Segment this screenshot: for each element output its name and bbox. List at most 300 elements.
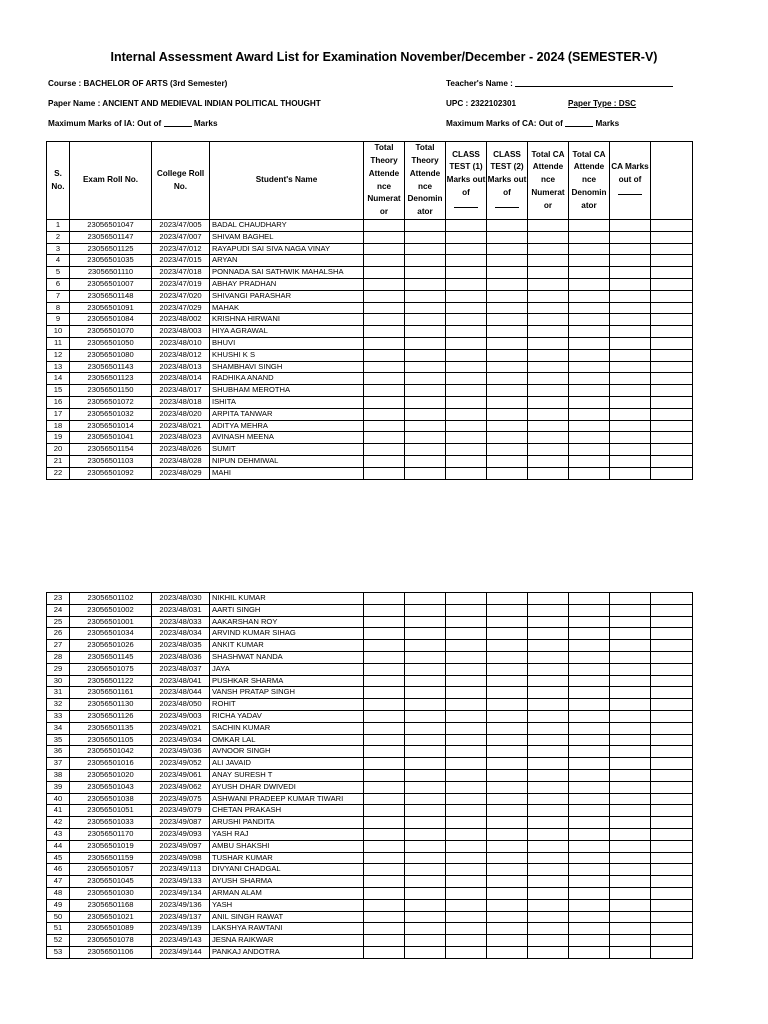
marks-entry-cell[interactable] (487, 267, 528, 279)
marks-entry-cell[interactable] (528, 420, 569, 432)
marks-entry-cell[interactable] (405, 852, 446, 864)
marks-entry-cell[interactable] (446, 852, 487, 864)
marks-entry-cell[interactable] (528, 663, 569, 675)
marks-entry-cell[interactable] (610, 876, 651, 888)
marks-entry-cell[interactable] (364, 314, 405, 326)
marks-entry-cell[interactable] (405, 828, 446, 840)
marks-entry-cell[interactable] (487, 231, 528, 243)
marks-entry-cell[interactable] (405, 361, 446, 373)
marks-entry-cell[interactable] (610, 314, 651, 326)
marks-entry-cell[interactable] (569, 687, 610, 699)
marks-entry-cell[interactable] (651, 396, 693, 408)
marks-entry-cell[interactable] (405, 758, 446, 770)
marks-entry-cell[interactable] (651, 852, 693, 864)
marks-entry-cell[interactable] (651, 911, 693, 923)
marks-entry-cell[interactable] (610, 302, 651, 314)
marks-entry-cell[interactable] (446, 255, 487, 267)
marks-entry-cell[interactable] (405, 385, 446, 397)
marks-entry-cell[interactable] (651, 864, 693, 876)
marks-entry-cell[interactable] (528, 923, 569, 935)
marks-entry-cell[interactable] (487, 828, 528, 840)
marks-entry-cell[interactable] (364, 935, 405, 947)
marks-entry-cell[interactable] (528, 935, 569, 947)
marks-entry-cell[interactable] (487, 746, 528, 758)
marks-entry-cell[interactable] (569, 758, 610, 770)
marks-entry-cell[interactable] (651, 604, 693, 616)
marks-entry-cell[interactable] (446, 593, 487, 605)
marks-entry-cell[interactable] (446, 455, 487, 467)
marks-entry-cell[interactable] (446, 793, 487, 805)
marks-entry-cell[interactable] (487, 432, 528, 444)
marks-entry-cell[interactable] (528, 290, 569, 302)
marks-entry-cell[interactable] (651, 267, 693, 279)
marks-entry-cell[interactable] (651, 243, 693, 255)
marks-entry-cell[interactable] (569, 805, 610, 817)
marks-entry-cell[interactable] (610, 793, 651, 805)
marks-entry-cell[interactable] (528, 864, 569, 876)
marks-entry-cell[interactable] (528, 651, 569, 663)
marks-entry-cell[interactable] (610, 361, 651, 373)
marks-entry-cell[interactable] (446, 314, 487, 326)
marks-entry-cell[interactable] (487, 675, 528, 687)
marks-entry-cell[interactable] (364, 231, 405, 243)
marks-entry-cell[interactable] (405, 663, 446, 675)
marks-entry-cell[interactable] (569, 840, 610, 852)
marks-entry-cell[interactable] (569, 455, 610, 467)
marks-entry-cell[interactable] (651, 314, 693, 326)
marks-entry-cell[interactable] (651, 946, 693, 958)
marks-entry-cell[interactable] (487, 699, 528, 711)
marks-entry-cell[interactable] (364, 432, 405, 444)
marks-entry-cell[interactable] (610, 923, 651, 935)
marks-entry-cell[interactable] (487, 734, 528, 746)
marks-entry-cell[interactable] (610, 408, 651, 420)
marks-entry-cell[interactable] (364, 604, 405, 616)
marks-entry-cell[interactable] (528, 396, 569, 408)
marks-entry-cell[interactable] (487, 337, 528, 349)
marks-entry-cell[interactable] (528, 805, 569, 817)
marks-entry-cell[interactable] (487, 651, 528, 663)
marks-entry-cell[interactable] (487, 769, 528, 781)
marks-entry-cell[interactable] (364, 290, 405, 302)
marks-entry-cell[interactable] (487, 758, 528, 770)
marks-entry-cell[interactable] (487, 349, 528, 361)
marks-entry-cell[interactable] (405, 722, 446, 734)
marks-entry-cell[interactable] (528, 604, 569, 616)
marks-entry-cell[interactable] (446, 290, 487, 302)
marks-entry-cell[interactable] (528, 231, 569, 243)
marks-entry-cell[interactable] (364, 911, 405, 923)
marks-entry-cell[interactable] (569, 243, 610, 255)
marks-entry-cell[interactable] (405, 734, 446, 746)
marks-entry-cell[interactable] (405, 593, 446, 605)
marks-entry-cell[interactable] (610, 699, 651, 711)
marks-entry-cell[interactable] (569, 663, 610, 675)
marks-entry-cell[interactable] (610, 337, 651, 349)
marks-entry-cell[interactable] (487, 302, 528, 314)
marks-entry-cell[interactable] (405, 805, 446, 817)
marks-entry-cell[interactable] (487, 899, 528, 911)
marks-entry-cell[interactable] (405, 876, 446, 888)
marks-entry-cell[interactable] (610, 373, 651, 385)
marks-entry-cell[interactable] (610, 290, 651, 302)
marks-entry-cell[interactable] (651, 231, 693, 243)
marks-entry-cell[interactable] (528, 220, 569, 232)
marks-entry-cell[interactable] (569, 255, 610, 267)
marks-entry-cell[interactable] (610, 864, 651, 876)
marks-entry-cell[interactable] (446, 710, 487, 722)
marks-entry-cell[interactable] (364, 616, 405, 628)
marks-entry-cell[interactable] (446, 781, 487, 793)
marks-entry-cell[interactable] (446, 467, 487, 479)
marks-entry-cell[interactable] (610, 746, 651, 758)
marks-entry-cell[interactable] (528, 616, 569, 628)
marks-entry-cell[interactable] (446, 267, 487, 279)
marks-entry-cell[interactable] (651, 290, 693, 302)
marks-entry-cell[interactable] (528, 455, 569, 467)
marks-entry-cell[interactable] (528, 687, 569, 699)
marks-entry-cell[interactable] (405, 781, 446, 793)
marks-entry-cell[interactable] (446, 817, 487, 829)
marks-entry-cell[interactable] (528, 699, 569, 711)
marks-entry-cell[interactable] (364, 467, 405, 479)
marks-entry-cell[interactable] (610, 710, 651, 722)
marks-entry-cell[interactable] (364, 663, 405, 675)
marks-entry-cell[interactable] (651, 734, 693, 746)
marks-entry-cell[interactable] (405, 946, 446, 958)
marks-entry-cell[interactable] (528, 675, 569, 687)
marks-entry-cell[interactable] (651, 935, 693, 947)
marks-entry-cell[interactable] (364, 349, 405, 361)
marks-entry-cell[interactable] (651, 887, 693, 899)
marks-entry-cell[interactable] (651, 663, 693, 675)
marks-entry-cell[interactable] (405, 314, 446, 326)
marks-entry-cell[interactable] (446, 373, 487, 385)
marks-entry-cell[interactable] (569, 699, 610, 711)
marks-entry-cell[interactable] (651, 828, 693, 840)
marks-entry-cell[interactable] (528, 746, 569, 758)
marks-entry-cell[interactable] (651, 337, 693, 349)
marks-entry-cell[interactable] (569, 923, 610, 935)
marks-entry-cell[interactable] (446, 758, 487, 770)
marks-entry-cell[interactable] (364, 793, 405, 805)
marks-entry-cell[interactable] (528, 267, 569, 279)
marks-entry-cell[interactable] (569, 231, 610, 243)
marks-entry-cell[interactable] (405, 243, 446, 255)
marks-entry-cell[interactable] (610, 651, 651, 663)
marks-entry-cell[interactable] (405, 887, 446, 899)
marks-entry-cell[interactable] (487, 663, 528, 675)
marks-entry-cell[interactable] (364, 326, 405, 338)
marks-entry-cell[interactable] (487, 946, 528, 958)
marks-entry-cell[interactable] (651, 255, 693, 267)
marks-entry-cell[interactable] (487, 278, 528, 290)
marks-entry-cell[interactable] (364, 396, 405, 408)
marks-entry-cell[interactable] (569, 604, 610, 616)
marks-entry-cell[interactable] (610, 722, 651, 734)
marks-entry-cell[interactable] (610, 758, 651, 770)
marks-entry-cell[interactable] (651, 220, 693, 232)
marks-entry-cell[interactable] (405, 746, 446, 758)
marks-entry-cell[interactable] (446, 864, 487, 876)
marks-entry-cell[interactable] (651, 758, 693, 770)
marks-entry-cell[interactable] (364, 840, 405, 852)
marks-entry-cell[interactable] (569, 781, 610, 793)
marks-entry-cell[interactable] (405, 651, 446, 663)
marks-entry-cell[interactable] (651, 675, 693, 687)
marks-entry-cell[interactable] (569, 302, 610, 314)
marks-entry-cell[interactable] (610, 817, 651, 829)
marks-entry-cell[interactable] (364, 278, 405, 290)
marks-entry-cell[interactable] (610, 769, 651, 781)
marks-entry-cell[interactable] (651, 923, 693, 935)
marks-entry-cell[interactable] (405, 255, 446, 267)
marks-entry-cell[interactable] (528, 278, 569, 290)
marks-entry-cell[interactable] (610, 852, 651, 864)
marks-entry-cell[interactable] (364, 687, 405, 699)
marks-entry-cell[interactable] (446, 444, 487, 456)
marks-entry-cell[interactable] (446, 616, 487, 628)
marks-entry-cell[interactable] (446, 722, 487, 734)
marks-entry-cell[interactable] (364, 408, 405, 420)
marks-entry-cell[interactable] (364, 805, 405, 817)
marks-entry-cell[interactable] (610, 231, 651, 243)
marks-entry-cell[interactable] (610, 911, 651, 923)
marks-entry-cell[interactable] (487, 887, 528, 899)
marks-entry-cell[interactable] (446, 396, 487, 408)
marks-entry-cell[interactable] (446, 828, 487, 840)
marks-entry-cell[interactable] (364, 444, 405, 456)
marks-entry-cell[interactable] (569, 326, 610, 338)
marks-entry-cell[interactable] (446, 899, 487, 911)
marks-entry-cell[interactable] (528, 640, 569, 652)
marks-entry-cell[interactable] (487, 864, 528, 876)
marks-entry-cell[interactable] (446, 432, 487, 444)
marks-entry-cell[interactable] (651, 373, 693, 385)
marks-entry-cell[interactable] (610, 604, 651, 616)
marks-entry-cell[interactable] (528, 408, 569, 420)
marks-entry-cell[interactable] (487, 876, 528, 888)
marks-entry-cell[interactable] (487, 444, 528, 456)
marks-entry-cell[interactable] (364, 420, 405, 432)
marks-entry-cell[interactable] (405, 687, 446, 699)
marks-entry-cell[interactable] (651, 640, 693, 652)
marks-entry-cell[interactable] (569, 675, 610, 687)
marks-entry-cell[interactable] (610, 887, 651, 899)
marks-entry-cell[interactable] (528, 876, 569, 888)
marks-entry-cell[interactable] (487, 290, 528, 302)
marks-entry-cell[interactable] (487, 373, 528, 385)
marks-entry-cell[interactable] (528, 349, 569, 361)
marks-entry-cell[interactable] (528, 444, 569, 456)
marks-entry-cell[interactable] (446, 734, 487, 746)
marks-entry-cell[interactable] (405, 396, 446, 408)
marks-entry-cell[interactable] (487, 220, 528, 232)
marks-entry-cell[interactable] (528, 758, 569, 770)
marks-entry-cell[interactable] (364, 675, 405, 687)
marks-entry-cell[interactable] (405, 326, 446, 338)
marks-entry-cell[interactable] (487, 326, 528, 338)
marks-entry-cell[interactable] (528, 781, 569, 793)
marks-entry-cell[interactable] (569, 361, 610, 373)
marks-entry-cell[interactable] (569, 899, 610, 911)
marks-entry-cell[interactable] (569, 710, 610, 722)
marks-entry-cell[interactable] (569, 793, 610, 805)
marks-entry-cell[interactable] (610, 734, 651, 746)
marks-entry-cell[interactable] (651, 302, 693, 314)
marks-entry-cell[interactable] (569, 887, 610, 899)
marks-entry-cell[interactable] (405, 911, 446, 923)
marks-entry-cell[interactable] (528, 326, 569, 338)
marks-entry-cell[interactable] (528, 361, 569, 373)
marks-entry-cell[interactable] (487, 805, 528, 817)
marks-entry-cell[interactable] (446, 231, 487, 243)
marks-entry-cell[interactable] (610, 687, 651, 699)
marks-entry-cell[interactable] (405, 699, 446, 711)
marks-entry-cell[interactable] (528, 467, 569, 479)
marks-entry-cell[interactable] (569, 314, 610, 326)
marks-entry-cell[interactable] (610, 255, 651, 267)
marks-entry-cell[interactable] (610, 946, 651, 958)
marks-entry-cell[interactable] (610, 385, 651, 397)
marks-entry-cell[interactable] (651, 420, 693, 432)
marks-entry-cell[interactable] (364, 887, 405, 899)
marks-entry-cell[interactable] (405, 337, 446, 349)
marks-entry-cell[interactable] (405, 923, 446, 935)
marks-entry-cell[interactable] (446, 935, 487, 947)
marks-entry-cell[interactable] (569, 876, 610, 888)
marks-entry-cell[interactable] (405, 278, 446, 290)
marks-entry-cell[interactable] (528, 314, 569, 326)
marks-entry-cell[interactable] (528, 302, 569, 314)
marks-entry-cell[interactable] (405, 420, 446, 432)
marks-entry-cell[interactable] (569, 420, 610, 432)
marks-entry-cell[interactable] (446, 278, 487, 290)
marks-entry-cell[interactable] (528, 710, 569, 722)
marks-entry-cell[interactable] (487, 243, 528, 255)
marks-entry-cell[interactable] (528, 793, 569, 805)
marks-entry-cell[interactable] (651, 805, 693, 817)
marks-entry-cell[interactable] (610, 828, 651, 840)
marks-entry-cell[interactable] (651, 349, 693, 361)
marks-entry-cell[interactable] (487, 923, 528, 935)
marks-entry-cell[interactable] (610, 267, 651, 279)
marks-entry-cell[interactable] (405, 935, 446, 947)
marks-entry-cell[interactable] (446, 651, 487, 663)
marks-entry-cell[interactable] (651, 361, 693, 373)
marks-entry-cell[interactable] (405, 604, 446, 616)
marks-entry-cell[interactable] (651, 840, 693, 852)
marks-entry-cell[interactable] (446, 385, 487, 397)
marks-entry-cell[interactable] (610, 935, 651, 947)
marks-entry-cell[interactable] (610, 899, 651, 911)
marks-entry-cell[interactable] (487, 710, 528, 722)
marks-entry-cell[interactable] (487, 628, 528, 640)
marks-entry-cell[interactable] (610, 278, 651, 290)
marks-entry-cell[interactable] (610, 220, 651, 232)
marks-entry-cell[interactable] (528, 817, 569, 829)
marks-entry-cell[interactable] (610, 593, 651, 605)
marks-entry-cell[interactable] (487, 314, 528, 326)
marks-entry-cell[interactable] (364, 385, 405, 397)
marks-entry-cell[interactable] (446, 746, 487, 758)
marks-entry-cell[interactable] (446, 663, 487, 675)
marks-entry-cell[interactable] (364, 699, 405, 711)
marks-entry-cell[interactable] (364, 373, 405, 385)
marks-entry-cell[interactable] (569, 651, 610, 663)
marks-entry-cell[interactable] (487, 455, 528, 467)
marks-entry-cell[interactable] (487, 793, 528, 805)
marks-entry-cell[interactable] (651, 781, 693, 793)
marks-entry-cell[interactable] (446, 640, 487, 652)
marks-entry-cell[interactable] (610, 640, 651, 652)
marks-entry-cell[interactable] (405, 628, 446, 640)
marks-entry-cell[interactable] (528, 887, 569, 899)
marks-entry-cell[interactable] (405, 817, 446, 829)
marks-entry-cell[interactable] (364, 864, 405, 876)
marks-entry-cell[interactable] (651, 408, 693, 420)
marks-entry-cell[interactable] (651, 455, 693, 467)
marks-entry-cell[interactable] (528, 722, 569, 734)
marks-entry-cell[interactable] (569, 396, 610, 408)
marks-entry-cell[interactable] (446, 361, 487, 373)
marks-entry-cell[interactable] (364, 852, 405, 864)
marks-entry-cell[interactable] (364, 746, 405, 758)
marks-entry-cell[interactable] (610, 396, 651, 408)
marks-entry-cell[interactable] (364, 817, 405, 829)
marks-entry-cell[interactable] (405, 432, 446, 444)
marks-entry-cell[interactable] (487, 593, 528, 605)
marks-entry-cell[interactable] (651, 385, 693, 397)
marks-entry-cell[interactable] (405, 840, 446, 852)
marks-entry-cell[interactable] (364, 758, 405, 770)
marks-entry-cell[interactable] (405, 455, 446, 467)
marks-entry-cell[interactable] (405, 675, 446, 687)
marks-entry-cell[interactable] (487, 687, 528, 699)
marks-entry-cell[interactable] (610, 243, 651, 255)
marks-entry-cell[interactable] (528, 243, 569, 255)
marks-entry-cell[interactable] (528, 432, 569, 444)
marks-entry-cell[interactable] (528, 852, 569, 864)
marks-entry-cell[interactable] (446, 911, 487, 923)
marks-entry-cell[interactable] (446, 604, 487, 616)
marks-entry-cell[interactable] (569, 935, 610, 947)
marks-entry-cell[interactable] (364, 828, 405, 840)
marks-entry-cell[interactable] (405, 467, 446, 479)
marks-entry-cell[interactable] (569, 337, 610, 349)
marks-entry-cell[interactable] (405, 864, 446, 876)
marks-entry-cell[interactable] (651, 876, 693, 888)
marks-entry-cell[interactable] (446, 687, 487, 699)
marks-entry-cell[interactable] (528, 373, 569, 385)
marks-entry-cell[interactable] (405, 640, 446, 652)
marks-entry-cell[interactable] (528, 911, 569, 923)
marks-entry-cell[interactable] (569, 616, 610, 628)
marks-entry-cell[interactable] (569, 852, 610, 864)
marks-entry-cell[interactable] (569, 722, 610, 734)
marks-entry-cell[interactable] (446, 675, 487, 687)
marks-entry-cell[interactable] (364, 710, 405, 722)
marks-entry-cell[interactable] (446, 326, 487, 338)
marks-entry-cell[interactable] (487, 840, 528, 852)
marks-entry-cell[interactable] (364, 769, 405, 781)
marks-entry-cell[interactable] (364, 722, 405, 734)
marks-entry-cell[interactable] (651, 899, 693, 911)
marks-entry-cell[interactable] (528, 593, 569, 605)
marks-entry-cell[interactable] (651, 769, 693, 781)
marks-entry-cell[interactable] (610, 663, 651, 675)
marks-entry-cell[interactable] (528, 828, 569, 840)
